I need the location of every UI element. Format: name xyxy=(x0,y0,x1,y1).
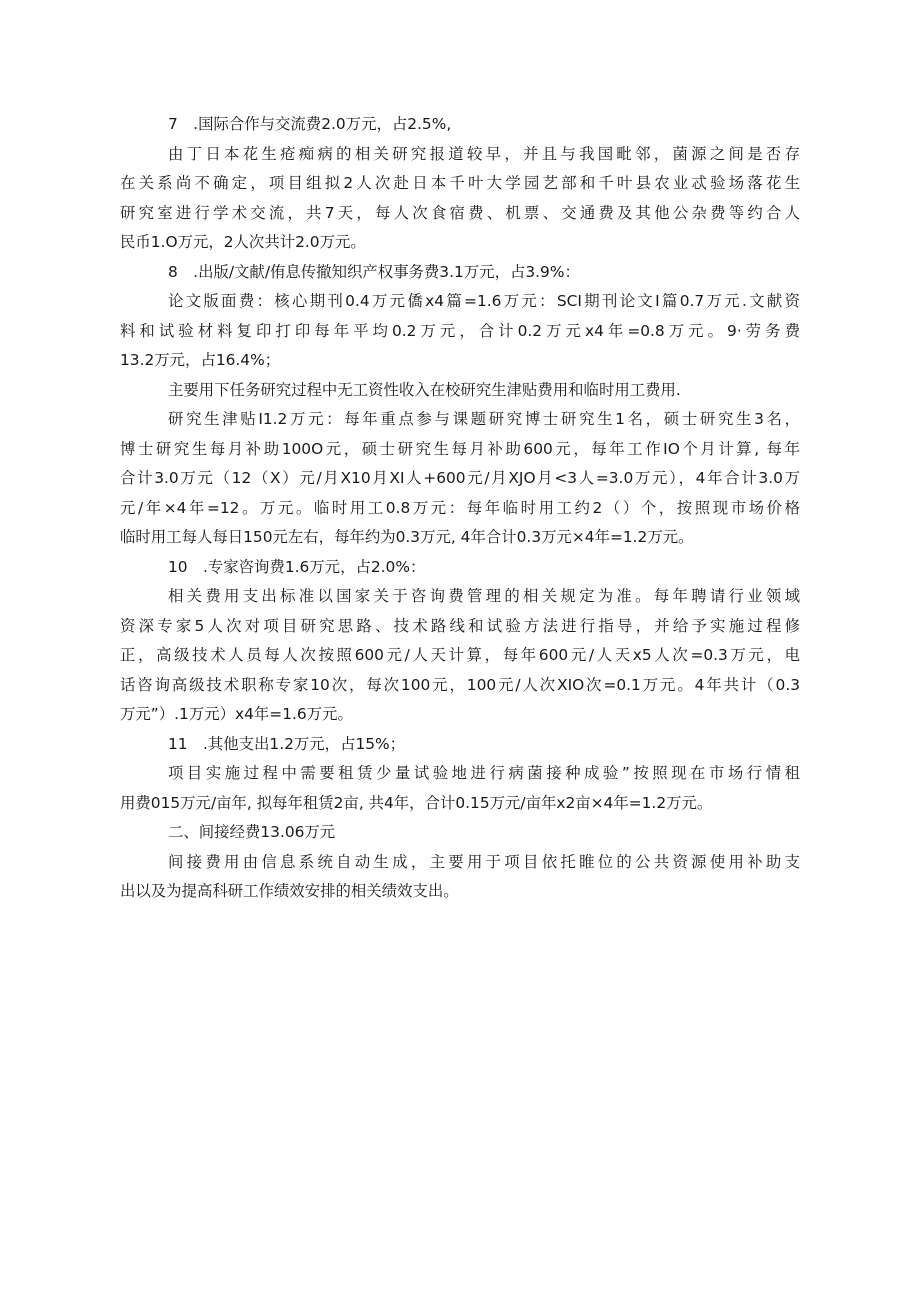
text-line: 资深专家5人次对项目研究思路、技术路线和试验方法进行指导，并给予实施过程修 xyxy=(120,616,800,635)
text-line: 项目实施过程中需要租赁少量试验地进行病菌接种成验”按照现在市场行情租 xyxy=(168,764,800,782)
text-line: 主要用下任务研究过程中无工资性收入在校研究生津贴费用和临时用工费用. xyxy=(168,380,681,399)
text-line: 临时用工每人每日150元左右，每年约为0.3万元, 4年合计0.3万元×4年=1.2万元。 xyxy=(120,528,694,546)
text-line: 由丁日本花生疮痴病的相关研究报道较早，并且与我国毗邻，菌源之间是否存 xyxy=(168,144,800,163)
text-line: 合计3.0万元（12（X）元/月X10月XI人+600元/月XJO月<3人=3.0万元），4年合计3.0万 xyxy=(120,469,800,487)
text-line: 料和试验材料复印打印每年平均0.2万元，合计0.2万元x4年=0.8万元。9·劳务费 xyxy=(120,321,800,340)
text-line: 间接费用由信息系统自动生成，主要用于项目依托睢位的公共资源使用补助支 xyxy=(168,852,800,871)
text-line: 元/年×4年=12。万元。临时用工0.8万元：每年临时用工约2（）个，按照现市场价格 xyxy=(120,498,800,517)
text-line: 11 .其他支出1.2万元，占15%； xyxy=(168,734,406,753)
document-body xyxy=(120,110,800,907)
text-line: 出以及为提高科研工作绩效安排的相关绩效支出。 xyxy=(120,882,459,900)
text-line: 博士研究生每月补助100O元，硕士研究生每月补助600元，每年工作IO个月计算, 每年 xyxy=(120,439,800,458)
text-line: 正，高级技术人员每人次按照600元/人天计算，每年600元/人天x5人次=0.3万元，电 xyxy=(120,646,800,664)
text-line: 8 .出版/文献/侑息传撤知织产权事务费3.1万元，占3.9%： xyxy=(168,262,580,281)
text-line: 7 .国际合作与交流费2.0万元，占2.5%, xyxy=(168,115,452,133)
text-line: 相关费用支出标准以国家关于咨询费管理的相关规定为准。每年聘请行业领域 xyxy=(168,587,800,605)
text-line: 用费015万元/亩年, 拟每年租赁2亩, 共4年，合计0.15万元/亩年x2亩×4年=1.2万元。 xyxy=(120,793,713,812)
text-line: 民币1.O万元，2人次共计2.0万元。 xyxy=(120,233,366,251)
text-line: 万元”）.1万元）x4年=1.6万元。 xyxy=(120,705,353,723)
text-line: 研究生津贴I1.2万元：每年重点参与课题研究博士研究生1名，硕士研究生3名， xyxy=(168,410,800,428)
text-line: 在关系尚不确定，项目组拟2人次赴日本千叶大学园艺部和千叶县农业忒验场落花生 xyxy=(120,174,800,192)
text-line: 话咨询高级技术职称专家10次，每次100元，100元/人次XIO次=0.1万元。4年共计（0.3 xyxy=(120,675,800,694)
text-line: 10 .专家咨询费1.6万元，占2.0%： xyxy=(168,557,426,576)
text-line: 13.2万元，占16.4%； xyxy=(120,351,281,369)
text-line: 二、间接经费13.06万元 xyxy=(168,823,336,841)
text-line: 论文版面费：核心期刊0.4万元僑x4篇=1.6万元：SCI期刊论文I篇0.7万元.文献资 xyxy=(168,292,800,310)
text-line: 研究室进行学术交流，共7天，每人次食宿费、机票、交通费及其他公杂费等约合人 xyxy=(120,203,800,222)
